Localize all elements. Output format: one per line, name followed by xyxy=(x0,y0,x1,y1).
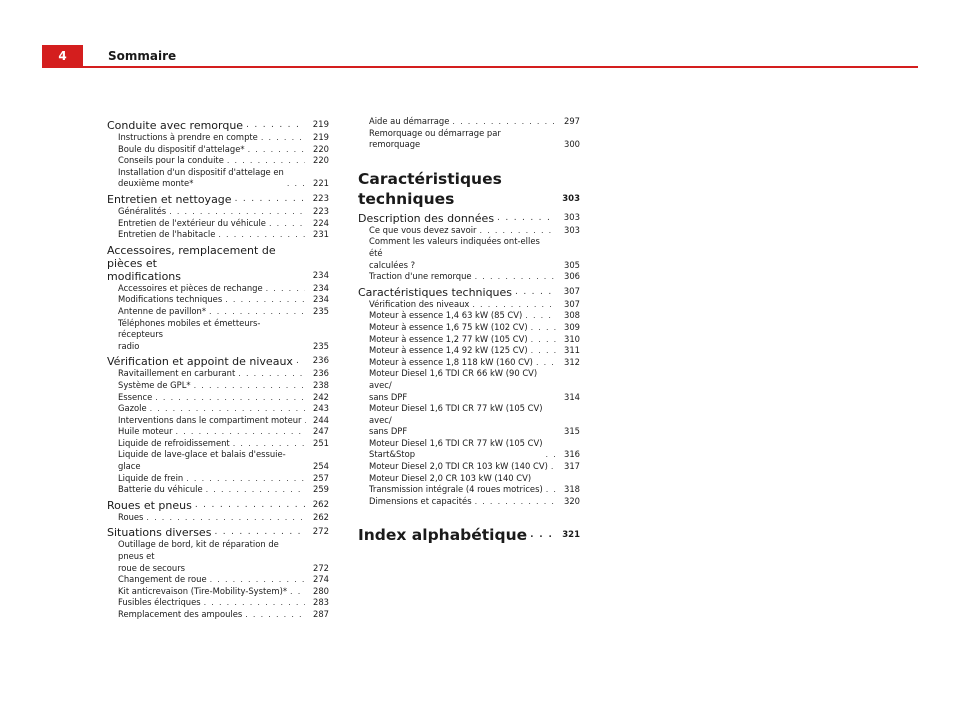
toc-entry-page: 316 xyxy=(564,449,580,460)
toc-entry-label: Roues et pneus xyxy=(107,498,192,512)
leader-dots xyxy=(546,484,556,496)
toc-entry-label: Entretien et nettoyage xyxy=(107,192,232,206)
toc-entry-label: Moteur Diesel 1,6 TDI CR 66 kW (90 CV) avec/ sans DPF xyxy=(369,368,538,402)
leader-dots xyxy=(206,484,305,496)
toc-entry[interactable] xyxy=(358,368,580,403)
toc-entry-label: Caractéristiques techniques xyxy=(358,285,513,299)
toc-entry[interactable] xyxy=(107,155,329,167)
leader-dots xyxy=(150,403,305,415)
leader-dots xyxy=(204,597,305,609)
header-divider xyxy=(42,66,918,68)
toc-entry-page: 303 xyxy=(564,224,580,235)
toc-entry-label: Moteur Diesel 1,6 TDI CR 77 kW (105 CV) avec/ sans DPF xyxy=(369,403,543,437)
toc-entry-page: 236 xyxy=(313,368,329,379)
toc-entry-page: 297 xyxy=(564,116,580,126)
toc-entry-label: Aide au démarrage xyxy=(369,116,450,126)
toc-entry-label: Huile moteur xyxy=(118,426,173,437)
leader-dots xyxy=(235,193,305,206)
leader-dots xyxy=(305,415,306,427)
toc-entry-label: Liquide de lave-glace et balais d'essuie-glace xyxy=(118,449,286,472)
toc-entry-page: 219 xyxy=(313,132,329,142)
leader-dots xyxy=(186,473,305,485)
toc-entry[interactable] xyxy=(358,225,580,237)
toc-entry-label: Entretien de l'extérieur du véhicule xyxy=(118,217,266,228)
toc-entry-page: 307 xyxy=(563,286,580,297)
toc-chapter[interactable] xyxy=(358,169,580,209)
leader-dots xyxy=(515,286,556,299)
leader-dots xyxy=(472,299,556,311)
toc-entry-label: Remplacement des ampoules xyxy=(118,609,243,619)
toc-entry-page: 306 xyxy=(564,271,580,282)
toc-entry[interactable] xyxy=(107,574,329,586)
toc-entry-label: Essence xyxy=(118,391,153,402)
toc-entry[interactable] xyxy=(107,586,329,598)
leader-dots xyxy=(194,380,305,392)
toc-entry-page: 231 xyxy=(313,229,329,240)
toc-entry-page: 247 xyxy=(313,426,329,437)
toc-entry-page: 238 xyxy=(313,379,329,390)
toc-entry-page: 272 xyxy=(313,562,329,573)
toc-entry[interactable] xyxy=(107,597,329,609)
toc-entry[interactable] xyxy=(358,357,580,369)
toc-entry-label: Comment les valeurs indiquées ont-elles été calculées ? xyxy=(369,236,540,270)
leader-dots xyxy=(233,438,305,450)
toc-entry-page: 251 xyxy=(313,437,329,448)
toc-entry-page: 223 xyxy=(313,205,329,216)
toc-entry-page: 220 xyxy=(313,143,329,154)
toc-entry-label: Kit anticrevaison (Tire-Mobility-System)* xyxy=(118,585,288,596)
toc-entry-label: Vérification des niveaux xyxy=(369,298,470,309)
leader-dots xyxy=(551,461,556,473)
leader-dots xyxy=(531,322,556,334)
toc-entry-page: 305 xyxy=(564,259,580,270)
toc-entry-label: Interventions dans le compartiment moteur xyxy=(118,414,302,425)
toc-entry-label: Situations diverses xyxy=(107,526,212,540)
toc-entry-label: Moteur Diesel 2,0 CR 103 kW (140 CV) Transmission intégrale (4 roues motrices) xyxy=(369,472,543,495)
toc-entry[interactable] xyxy=(358,128,580,151)
leader-dots xyxy=(209,306,305,318)
toc-entry-page: 221 xyxy=(313,178,329,189)
toc-entry[interactable] xyxy=(107,512,329,524)
toc-entry[interactable] xyxy=(107,426,329,438)
leader-dots xyxy=(214,526,305,539)
leader-dots xyxy=(530,525,556,545)
toc-entry[interactable] xyxy=(107,473,329,485)
toc-entry-label: Roues xyxy=(118,511,144,522)
toc-entry-label: Moteur à essence 1,4 92 kW (125 CV) xyxy=(369,345,528,356)
toc-entry[interactable] xyxy=(107,609,329,621)
toc-section[interactable] xyxy=(107,499,329,512)
toc-entry-page: 300 xyxy=(564,139,580,150)
toc-entry[interactable] xyxy=(107,283,329,295)
leader-dots xyxy=(525,310,556,322)
toc-section[interactable] xyxy=(358,212,580,225)
toc-entry-label: Caractéristiques techniques xyxy=(358,169,502,208)
leader-dots xyxy=(238,368,305,380)
toc-right-column xyxy=(358,116,580,545)
toc-entry-page: 236 xyxy=(312,356,329,367)
toc-section[interactable] xyxy=(107,193,329,206)
toc-entry-page: 262 xyxy=(313,511,329,522)
toc-entry[interactable] xyxy=(358,403,580,438)
leader-dots xyxy=(475,271,556,283)
toc-entry[interactable] xyxy=(358,322,580,334)
toc-entry-label: Moteur Diesel 1,6 TDI CR 77 kW (105 CV) Start&Stop xyxy=(369,437,543,460)
toc-entry-page: 220 xyxy=(313,155,329,166)
leader-dots xyxy=(248,144,305,156)
toc-entry[interactable] xyxy=(358,310,580,322)
toc-entry-label: Conduite avec remorque xyxy=(107,119,244,132)
toc-entry[interactable] xyxy=(107,306,329,318)
leader-dots xyxy=(290,586,305,598)
toc-entry-label: Remorquage ou démarrage par remorquage xyxy=(369,127,501,150)
toc-entry-label: Vérification et appoint de niveaux xyxy=(107,355,293,369)
toc-section[interactable] xyxy=(107,119,329,132)
toc-entry-page: 317 xyxy=(564,461,580,472)
leader-dots xyxy=(480,225,557,237)
toc-entry-label: Ravitaillement en carburant xyxy=(118,368,236,379)
leader-dots xyxy=(269,218,305,230)
toc-section[interactable] xyxy=(358,286,580,299)
toc-entry[interactable] xyxy=(358,271,580,283)
toc-entry-label: Liquide de refroidissement xyxy=(118,437,230,448)
leader-dots xyxy=(287,178,305,190)
toc-entry[interactable] xyxy=(107,167,329,190)
toc-entry-label: Moteur à essence 1,4 63 kW (85 CV) xyxy=(369,310,523,321)
toc-entry-label: Antenne de pavillon* xyxy=(118,305,207,316)
toc-entry-page: 320 xyxy=(564,495,580,506)
toc-entry-label: Traction d'une remorque xyxy=(369,271,472,282)
leader-dots xyxy=(176,426,305,438)
toc-entry-label: Accessoires, remplacement de pièces et modifications xyxy=(107,243,276,283)
leader-dots xyxy=(227,155,305,167)
leader-dots xyxy=(225,294,305,306)
toc-entry-page: 272 xyxy=(312,527,329,538)
toc-section[interactable] xyxy=(107,244,329,283)
toc-entry-page: 303 xyxy=(563,212,580,223)
toc-entry-page: 235 xyxy=(313,305,329,316)
toc-entry-page: 314 xyxy=(564,391,580,402)
leader-dots xyxy=(531,345,556,357)
toc-entry-page: 309 xyxy=(564,321,580,332)
toc-entry[interactable] xyxy=(107,484,329,496)
leader-dots xyxy=(296,355,305,368)
toc-entry[interactable] xyxy=(107,206,329,218)
leader-dots xyxy=(546,449,556,461)
toc-entry-page: 280 xyxy=(313,585,329,596)
toc-entry-label: Installation d'un dispositif d'attelage en deuxième monte* xyxy=(118,166,284,189)
toc-entry-page: 287 xyxy=(313,609,329,619)
toc-entry-label: Modifications techniques xyxy=(118,294,223,305)
toc-entry-page: 315 xyxy=(564,426,580,437)
toc-entry-page: 223 xyxy=(312,193,329,204)
toc-entry-page: 242 xyxy=(313,391,329,402)
toc-entry[interactable] xyxy=(107,449,329,472)
toc-entry[interactable] xyxy=(107,368,329,380)
toc-entry[interactable] xyxy=(107,318,329,353)
toc-entry[interactable] xyxy=(107,132,329,144)
toc-entry-page: 303 xyxy=(562,193,580,204)
toc-entry[interactable] xyxy=(358,236,580,271)
toc-entry[interactable] xyxy=(358,496,580,508)
toc-entry-label: Boule du dispositif d'attelage* xyxy=(118,143,245,154)
toc-entry[interactable] xyxy=(107,415,329,427)
toc-entry-page: 274 xyxy=(313,574,329,585)
toc-entry[interactable] xyxy=(358,345,580,357)
toc-entry[interactable] xyxy=(107,403,329,415)
toc-entry-label: Gazole xyxy=(118,403,147,414)
leader-dots xyxy=(169,206,305,218)
toc-entry-page: 244 xyxy=(313,414,329,425)
toc-entry[interactable] xyxy=(107,294,329,306)
toc-entry[interactable] xyxy=(358,116,580,128)
leader-dots xyxy=(266,283,305,295)
toc-entry-label: Liquide de frein xyxy=(118,472,184,483)
toc-entry-label: Moteur à essence 1,8 118 kW (160 CV) xyxy=(369,356,533,367)
toc-entry-page: 312 xyxy=(564,356,580,367)
toc-entry-page: 259 xyxy=(313,484,329,495)
toc-entry-label: Instructions à prendre en compte xyxy=(118,132,258,142)
toc-entry-label: Généralités xyxy=(118,205,167,216)
toc-entry-label: Moteur Diesel 2,0 TDI CR 103 kW (140 CV) xyxy=(369,461,548,472)
leader-dots xyxy=(146,512,305,524)
toc-entry-label: Description des données xyxy=(358,211,495,225)
toc-entry[interactable] xyxy=(107,438,329,450)
toc-section[interactable] xyxy=(107,526,329,539)
toc-entry-page: 234 xyxy=(313,282,329,293)
toc-entry-page: 318 xyxy=(564,484,580,495)
toc-entry-label: Outillage de bord, kit de réparation de pneus et roue de secours xyxy=(118,539,279,573)
leader-dots xyxy=(210,574,305,586)
toc-section[interactable] xyxy=(107,355,329,368)
leader-dots xyxy=(531,334,556,346)
leader-dots xyxy=(497,212,556,225)
toc-entry-page: 283 xyxy=(313,597,329,608)
toc-entry-page: 234 xyxy=(313,294,329,305)
toc-entry[interactable] xyxy=(107,392,329,404)
toc-entry[interactable] xyxy=(358,461,580,473)
leader-dots xyxy=(218,229,305,241)
toc-entry-label: Moteur à essence 1,2 77 kW (105 CV) xyxy=(369,333,528,344)
leader-dots xyxy=(155,392,305,404)
leader-dots xyxy=(245,609,305,621)
toc-entry-label: Conseils pour la conduite xyxy=(118,155,224,166)
toc-entry[interactable] xyxy=(107,218,329,230)
leader-dots xyxy=(536,357,556,369)
toc-entry[interactable] xyxy=(107,539,329,574)
toc-entry-label: Fusibles électriques xyxy=(118,597,201,608)
toc-entry-label: Système de GPL* xyxy=(118,379,191,390)
toc-entry-label: Ce que vous devez savoir xyxy=(369,224,477,235)
toc-entry-page: 311 xyxy=(564,345,580,356)
toc-left-column xyxy=(107,116,329,621)
toc-chapter[interactable] xyxy=(358,525,580,545)
toc-entry[interactable] xyxy=(358,334,580,346)
toc-entry-page: 257 xyxy=(313,472,329,483)
toc-entry-label: Batterie du véhicule xyxy=(118,484,203,495)
toc-entry-label: Moteur à essence 1,6 75 kW (102 CV) xyxy=(369,321,528,332)
leader-dots xyxy=(195,499,305,512)
page-title: Sommaire xyxy=(108,49,177,63)
toc-entry[interactable] xyxy=(358,473,580,496)
leader-dots xyxy=(246,119,305,132)
toc-entry-page: 308 xyxy=(564,310,580,321)
toc-entry-page: 321 xyxy=(562,530,580,541)
toc-entry-label: Entretien de l'habitacle xyxy=(118,229,216,240)
leader-dots xyxy=(452,116,556,128)
toc-entry[interactable] xyxy=(107,229,329,241)
toc-entry-page: 219 xyxy=(312,120,329,130)
toc-entry-label: Dimensions et capacités xyxy=(369,495,472,506)
leader-dots xyxy=(261,132,305,144)
toc-entry-label: Changement de roue xyxy=(118,574,207,585)
toc-entry-page: 243 xyxy=(313,403,329,414)
toc-entry-label: Index alphabétique xyxy=(358,526,528,545)
toc-entry[interactable] xyxy=(107,144,329,156)
toc-entry-page: 234 xyxy=(312,270,329,281)
toc-entry[interactable] xyxy=(107,380,329,392)
toc-entry-page: 262 xyxy=(312,499,329,510)
toc-entry-page: 254 xyxy=(313,461,329,472)
toc-entry-label: Téléphones mobiles et émetteurs-récepteurs radio xyxy=(118,317,261,351)
toc-entry[interactable] xyxy=(358,438,580,461)
toc-entry[interactable] xyxy=(358,299,580,311)
toc-entry-page: 235 xyxy=(313,340,329,351)
toc-entry-label: Accessoires et pièces de rechange xyxy=(118,282,263,293)
leader-dots xyxy=(475,496,556,508)
toc-entry-page: 310 xyxy=(564,333,580,344)
toc-entry-page: 224 xyxy=(313,217,329,228)
toc-entry-page: 307 xyxy=(564,298,580,309)
page-number: 4 xyxy=(42,45,83,67)
